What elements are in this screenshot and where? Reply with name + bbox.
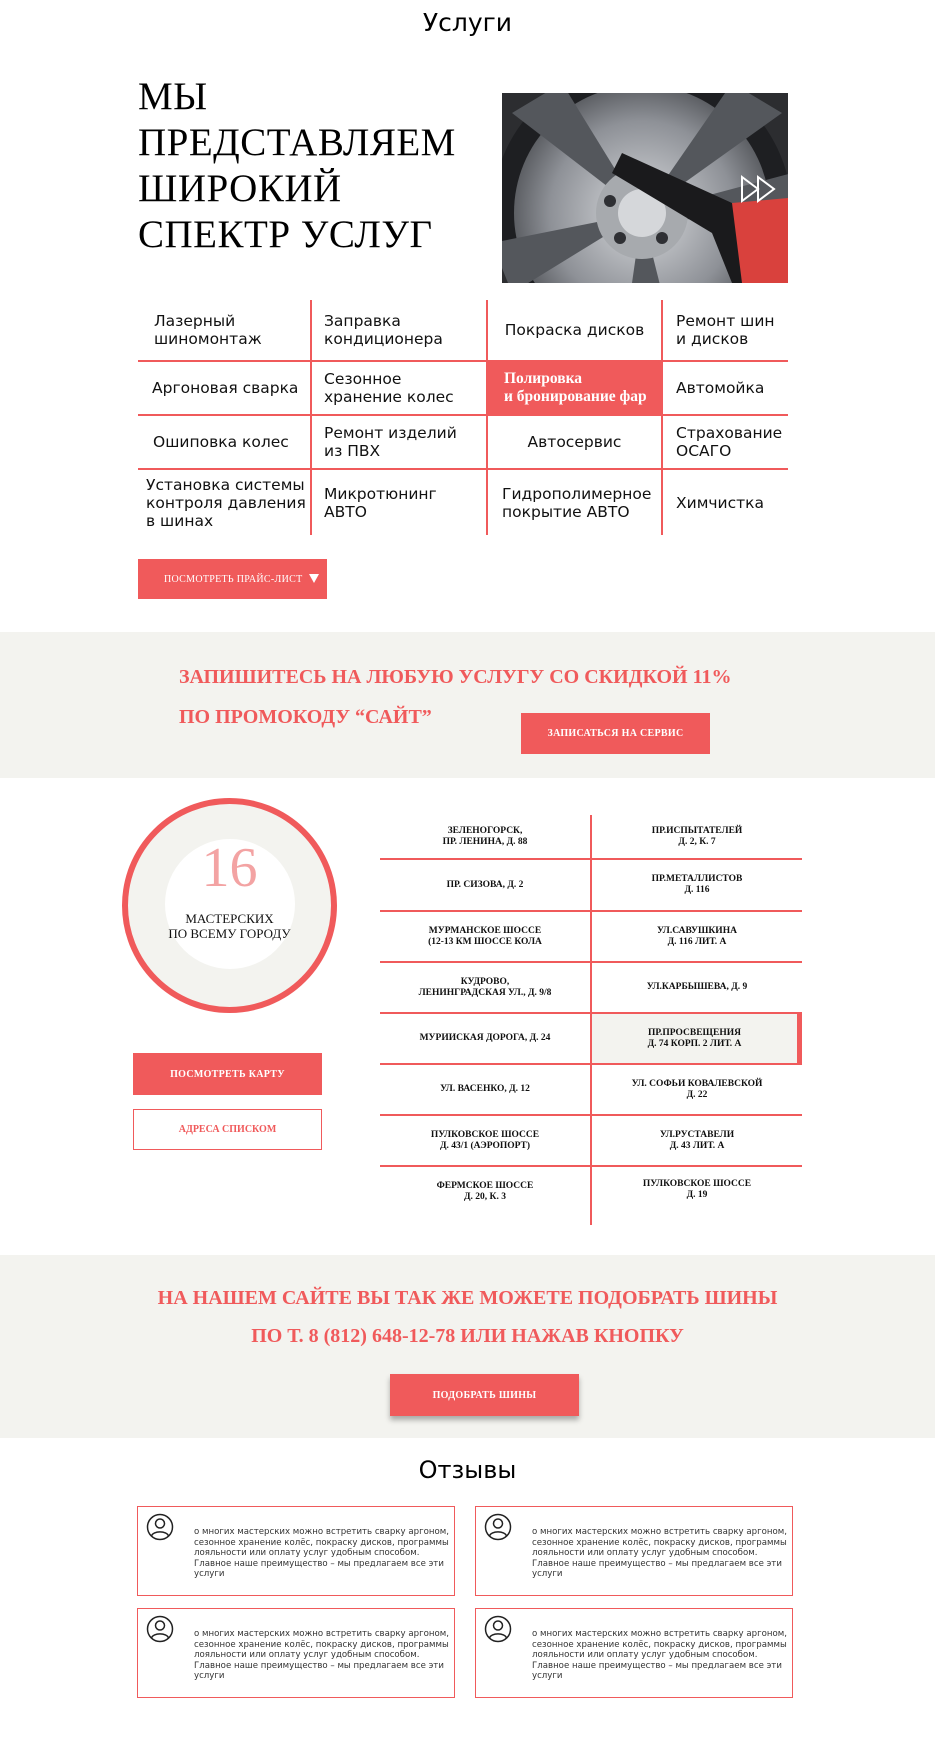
address-item[interactable]: УЛ.САВУШКИНА Д. 116 ЛИТ. А (657, 925, 737, 947)
address-item-selected[interactable]: ПР.ПРОСВЕЩЕНИЯ Д. 74 КОРП. 2 ЛИТ. А (592, 1014, 802, 1063)
user-icon (484, 1615, 512, 1643)
review-text: о многих мастерских можно встретить сварку аргоном, сезонное хранение колёс, покраску дисков, программы лояльности или оплату услуг удобным способом. Главное наше преимущество – мы предлагаем все эти услуги (194, 1527, 449, 1579)
workshop-caption: МАСТЕРСКИХ ПО ВСЕМУ ГОРОДУ (168, 911, 291, 941)
hero-image (502, 93, 788, 283)
caret-down-icon (309, 574, 319, 583)
promo-band (0, 632, 935, 778)
user-icon (146, 1615, 174, 1643)
service-seasonal-storage[interactable]: Сезонное хранение колес (324, 370, 454, 406)
review-text: о многих мастерских можно встретить сварку аргоном, сезонное хранение колёс, покраску дисков, программы лояльности или оплату услуг удобным способом. Главное наше преимущество – мы предлагаем все эти услуги (532, 1527, 787, 1579)
service-hydropolymer-coating[interactable]: Гидрополимерное покрытие АВТО (502, 484, 652, 521)
price-list-label: ПОСМОТРЕТЬ ПРАЙС-ЛИСТ (164, 573, 303, 585)
signup-service-button[interactable]: ЗАПИСАТЬСЯ НА СЕРВИС (521, 713, 710, 754)
service-micro-tuning[interactable]: Микротюнинг АВТО (324, 484, 437, 521)
address-item[interactable]: УЛ.КАРБЫШЕВА, Д. 9 (646, 982, 748, 992)
review-card (137, 1506, 455, 1596)
price-list-button[interactable] (138, 559, 327, 599)
service-laser-tire-fitting[interactable]: Лазерный шиномонтаж (154, 312, 262, 348)
user-icon (146, 1513, 174, 1541)
play-icon[interactable] (740, 175, 780, 203)
service-pvc-repair[interactable]: Ремонт изделий из ПВХ (324, 424, 457, 460)
service-car-wash[interactable]: Автомойка (676, 379, 765, 397)
address-item[interactable]: ПР. СИЗОВА, Д. 2 (446, 879, 524, 890)
review-card (137, 1608, 455, 1698)
services-grid (138, 300, 788, 535)
addresses-grid (380, 815, 802, 1225)
review-text: о многих мастерских можно встретить сварку аргоном, сезонное хранение колёс, покраску дисков, программы лояльности или оплату услуг удобным способом. Главное наше преимущество – мы предлагаем все эти услуги (194, 1629, 449, 1681)
service-tpms-install[interactable]: Установка системы контроля давления в шинах (146, 475, 306, 530)
service-tire-repair[interactable]: Ремонт шин и дисков (676, 312, 775, 348)
review-card (475, 1506, 793, 1596)
service-argon-welding[interactable]: Аргоновая сварка (152, 379, 299, 397)
user-icon (484, 1513, 512, 1541)
address-item[interactable]: МУРМАНСКОЕ ШОССЕ (12-13 КМ ШОССЕ КОЛА (428, 925, 542, 947)
service-disk-painting[interactable]: Покраска дисков (504, 321, 645, 339)
promo-line-1: ЗАПИШИТЕСЬ НА ЛЮБУЮ УСЛУГУ СО СКИДКОЙ 11% (179, 666, 732, 688)
page-title: Услуги (422, 8, 513, 37)
address-item[interactable]: ПР.ИСПЫТАТЕЛЕЙ Д. 2, К. 7 (651, 825, 743, 847)
address-item[interactable]: ПУЛКОВСКОЕ ШОССЕ Д. 43/1 (АЭРОПОРТ) (430, 1129, 540, 1151)
grid-divider (661, 300, 663, 535)
service-headlight-polishing[interactable]: Полировка и бронирование фар (488, 362, 661, 414)
service-wheel-studding[interactable]: Ошиповка колес (153, 433, 289, 451)
address-item[interactable]: ФЕРМСКОЕ ШОССЕ Д. 20, К. 3 (436, 1181, 534, 1202)
view-map-button[interactable]: ПОСМОТРЕТЬ КАРТУ (133, 1053, 322, 1095)
tires-line-2: ПО Т. 8 (812) 648-12-78 ИЛИ НАЖАВ КНОПКУ (251, 1325, 684, 1347)
hero-heading: МЫ ПРЕДСТАВЛЯЕМ ШИРОКИЙ СПЕКТР УСЛУГ (138, 75, 456, 256)
promo-line-2: ПО ПРОМОКОДУ “САЙТ” (179, 706, 432, 728)
workshop-count: 16 (201, 837, 258, 899)
address-item[interactable]: ПУЛКОВСКОЕ ШОССЕ Д. 19 (642, 1179, 752, 1200)
review-card (475, 1608, 793, 1698)
address-item[interactable]: УЛ. СОФЬИ КОВАЛЕВСКОЙ Д. 22 (631, 1078, 763, 1100)
reviews-title: Отзывы (418, 1456, 517, 1484)
address-item[interactable]: УЛ.РУСТАВЕЛИ Д. 43 ЛИТ. А (659, 1129, 735, 1151)
address-item[interactable]: КУДРОВО, ЛЕНИНГРАДСКАЯ УЛ., Д. 9/8 (418, 976, 552, 998)
pick-tires-button[interactable]: ПОДОБРАТЬ ШИНЫ (390, 1374, 579, 1416)
service-ac-refill[interactable]: Заправка кондиционера (324, 312, 443, 348)
address-item[interactable]: МУРИИСКАЯ ДОРОГА, Д. 24 (419, 1033, 551, 1043)
address-item[interactable]: ПР.МЕТАЛЛИСТОВ Д. 116 (651, 874, 743, 895)
review-text: о многих мастерских можно встретить сварку аргоном, сезонное хранение колёс, покраску дисков, программы лояльности или оплату услуг удобным способом. Главное наше преимущество – мы предлагаем все эти услуги (532, 1629, 787, 1681)
service-osago-insurance[interactable]: Страхование ОСАГО (676, 424, 783, 460)
service-car-service[interactable]: Автосервис (527, 433, 622, 451)
address-item[interactable]: УЛ. ВАСЕНКО, Д. 12 (440, 1084, 530, 1094)
address-list-button[interactable]: АДРЕСА СПИСКОМ (133, 1109, 322, 1150)
grid-divider (310, 300, 312, 535)
tires-line-1: НА НАШЕМ САЙТЕ ВЫ ТАК ЖЕ МОЖЕТЕ ПОДОБРАТЬ ШИНЫ (157, 1287, 778, 1309)
address-item[interactable]: ЗЕЛЕНОГОРСК, ПР. ЛЕНИНА, Д. 88 (442, 825, 528, 847)
service-dry-cleaning[interactable]: Химчистка (676, 493, 765, 512)
